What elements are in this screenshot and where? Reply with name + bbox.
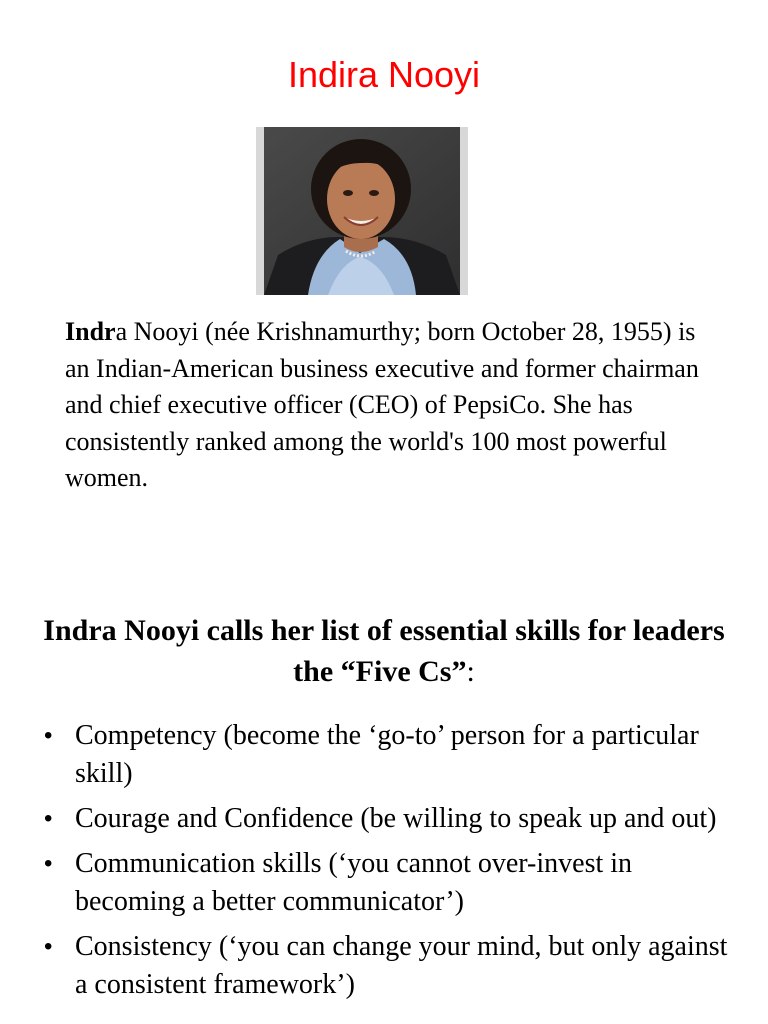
- list-item-text: Courage and Confidence (be willing to speak up and out): [75, 803, 717, 834]
- page-title: Indira Nooyi: [287, 54, 481, 95]
- skills-list: [0, 717, 768, 1011]
- list-item-text: Communication skills (‘you cannot over-invest in becoming a better communicator’): [75, 848, 633, 917]
- bio-lead-end: a: [115, 317, 128, 346]
- bullet-icon: •: [44, 722, 53, 749]
- list-item: [0, 928, 768, 1004]
- list-item-text: Consistency (‘you can change your mind, but only against a consistent framework’): [75, 931, 728, 1000]
- bullet-icon: •: [44, 805, 53, 832]
- skills-heading-text: Indra Nooyi calls her list of essential skills for leaders the “Five Cs”: [43, 614, 725, 688]
- list-item: [0, 800, 768, 838]
- list-item: [0, 717, 768, 793]
- skills-heading: [30, 610, 738, 692]
- bio-text: Nooyi (née Krishnamurthy; born October 28, 1955) is an Indian-American business executive and former chairman and chief executive officer (CEO) of PepsiCo. She has consistently ranked among the world's 100 most powerful women.: [65, 317, 699, 492]
- bullet-icon: •: [44, 933, 53, 960]
- bullet-icon: •: [44, 850, 53, 877]
- bio-bold-lead: Indr: [65, 317, 116, 346]
- list-item: [0, 845, 768, 921]
- list-item-text: Competency (become the ‘go-to’ person for a particular skill): [75, 720, 699, 789]
- bio-paragraph: [65, 314, 725, 497]
- portrait-photo: [256, 127, 468, 295]
- skills-heading-colon: :: [466, 655, 475, 688]
